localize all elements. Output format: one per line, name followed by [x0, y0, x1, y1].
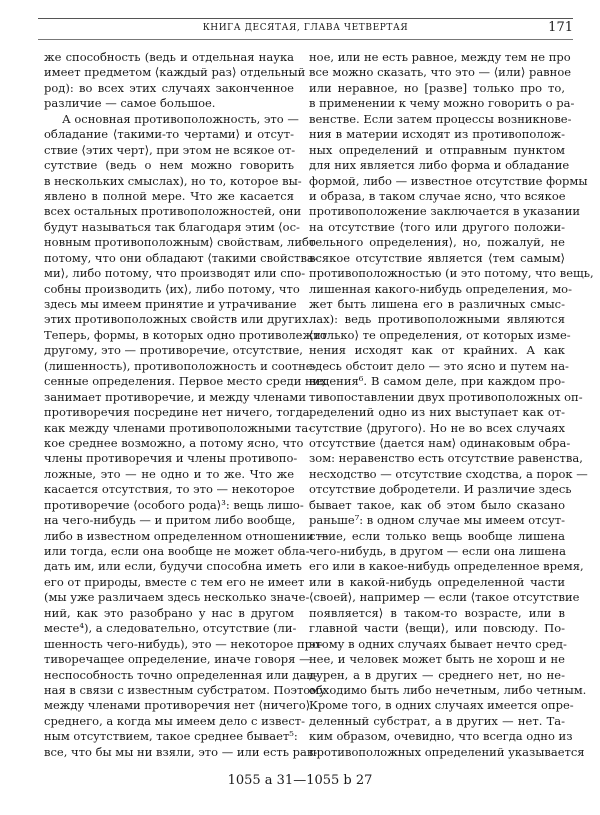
text-line: деленный субстрат, а в других — нет. Та- [309, 713, 565, 728]
text-line: имеет предметом ⟨каждый раз⟩ отдельный [44, 65, 306, 80]
header-rule-bottom [38, 39, 573, 40]
text-line: на чего-нибудь — и притом либо вообще, [44, 513, 296, 528]
text-line: Теперь, формы, в которых одно противолежит [44, 327, 328, 342]
text-line: будут называться так благодаря этим ⟨ос- [44, 219, 300, 234]
text-line: нения исходят как от крайних. А как [309, 343, 565, 358]
text-line: формой, либо — известное отсутствие формы [309, 173, 588, 188]
text-line: отсутствие добродетели. И различие здесь [309, 482, 572, 497]
text-line: либо в известном определенном отношении — [44, 528, 329, 543]
right-column [309, 50, 594, 760]
text-line: ким образом, очевидно, что всегда одно из [309, 729, 573, 744]
text-line: Кроме того, в одних случаях имеется опре- [309, 698, 574, 713]
text-line: обходимо быть либо нечетным, либо четным. [309, 682, 587, 697]
text-line: в нескольких смыслах), но то, которое вы- [44, 173, 302, 188]
text-line: ным отсутствием, такое среднее бывает⁵: [44, 729, 298, 744]
text-line: между членами противоречия нет ⟨ничего⟩ [44, 698, 311, 713]
text-line: чего-нибудь, в другом — если она лишена [309, 544, 566, 558]
text-line: ложные, это — не одно и то же. Что же [44, 466, 294, 481]
page-number: 171 [548, 20, 573, 35]
text-line: ми⟩, либо потому, что производят или спо- [44, 266, 306, 281]
text-line: нее, и человек может быть не хорош и не [309, 652, 565, 667]
text-line: или в какой-нибудь определенной части [309, 574, 565, 589]
text-line: или тогда, если она вообще не может обла- [44, 544, 310, 558]
text-line: потому, что они обладают ⟨такими свойства- [44, 250, 318, 265]
text-line: отсутствие ⟨дается нам⟩ одинаковым обра- [309, 435, 571, 450]
page-header [38, 20, 573, 38]
text-line: жет быть лишена его в различных смыс- [309, 297, 565, 311]
text-line: этому в одних случаях бывает нечто сред- [309, 636, 567, 651]
bekker-reference: 1055 a 31—1055 b 27 [227, 773, 373, 788]
text-line: занимает противоречие, и между членами [44, 389, 307, 404]
text-line: бывает такое, как об этом было сказано [309, 497, 565, 512]
text-line: противоречие ⟨особого рода⟩³: вещь лишо- [44, 497, 304, 512]
text-line: противоположностью (и это потому, что вещь, [309, 266, 594, 281]
text-line: касается отсутствия, то это — некоторое [44, 482, 295, 497]
text-line: лишенная какого-нибудь определения, мо- [309, 281, 572, 296]
text-line: же способность (ведь и отдельная наука [44, 50, 294, 64]
text-line: члены противоречия и члены противопо- [44, 451, 298, 466]
left-column [44, 50, 329, 760]
text-line: сенные определения. Первое место среди них [44, 374, 327, 389]
text-line: сутствие ⟨другого⟩. Но не во всех случаях [309, 420, 565, 435]
text-line: как между членами противоположными та- [44, 420, 313, 435]
text-line: собны производить ⟨их⟩, либо потому, что [44, 281, 300, 296]
text-line: ное, или не есть равное, между тем не про [309, 50, 571, 64]
text-line: всех остальных противоположностей, они [44, 204, 302, 219]
text-line: ния в материи исходят из противополож- [309, 127, 565, 142]
text-line: тиворечащее определение, иначе говоря — [44, 652, 311, 667]
text-line: другому, это — противоречие, отсутствие, [44, 343, 303, 358]
text-line: новным противоположным⟩ свойствам, либо [44, 235, 316, 250]
text-line: ных определений и отправным пунктом [309, 142, 565, 157]
text-line: главной части ⟨вещи⟩, или повсюду. По- [309, 621, 565, 636]
text-line: А основная противоположность, это — [62, 111, 299, 126]
text-line: тельного определения⟩, но, пожалуй, не [309, 235, 565, 250]
text-line: ствие, если только вещь вообще лишена [309, 528, 565, 543]
text-line: этих противоположных свойств или других. [44, 312, 313, 327]
text-line: лах): ведь противоположными являются [309, 312, 565, 327]
text-line: всякое отсутствие является ⟨тем самым⟩ [309, 250, 565, 265]
text-line: различие — самое большое. [44, 96, 216, 111]
text-line: неспособность точно определенная или дан- [44, 667, 318, 682]
text-line: здесь мы имеем принятие и утрачивание [44, 297, 297, 311]
text-line: дать им, или если, будучи способна иметь [44, 559, 302, 574]
text-line: все, что бы мы ни взяли, это — или есть рав- [44, 744, 318, 759]
text-line: ствие ⟨этих черт⟩, при этом не всякое от- [44, 142, 296, 157]
text-line: месте⁴), а следовательно, отсутствие (ли- [44, 621, 297, 636]
text-line: ведения⁶. В самом деле, при каждом про- [309, 374, 565, 389]
text-line: или неравное, но [разве] только про то, [309, 80, 565, 95]
text-line: его или в какое-нибудь определенное время, [309, 559, 584, 574]
text-line: зом: неравенство есть отсутствие равенства, [309, 451, 583, 466]
text-line: все можно сказать, что это — ⟨или⟩ равное [309, 65, 572, 80]
text-line: раньше⁷: в одном случае мы имеем отсут- [309, 513, 565, 528]
text-line: род): во всех этих случаях законченное [44, 80, 294, 95]
text-line: для них является либо форма и обладание [309, 158, 570, 173]
text-line: дурен, а в других — среднего нет, но не- [309, 667, 565, 682]
text-line: противоположение заключается в указании [309, 204, 581, 219]
text-line: кое среднее возможно, а потому ясно, что [44, 435, 304, 450]
running-head: КНИГА ДЕСЯТАЯ, ГЛАВА ЧЕТВЕРТАЯ [202, 23, 409, 33]
text-line: обладание ⟨такими-то чертами⟩ и отсут- [44, 127, 294, 142]
text-line: ная в связи с известным субстратом. Поэтому [44, 682, 326, 697]
text-line: тивопоставлении двух противоположных оп- [309, 389, 583, 404]
text-line: появляется⟩ в таком-то возрасте, или в [309, 605, 565, 620]
text-line: венстве. Если затем процессы возникнове- [309, 111, 572, 126]
text-line: ⟨только⟩ те определения, от которых изме- [309, 327, 571, 342]
header-rule-top [38, 18, 573, 19]
text-line: (мы уже различаем здесь несколько значе- [44, 590, 310, 605]
text-line: сутствие (ведь о нем можно говорить [44, 158, 294, 173]
text-line: ⟨своей⟩, например — если ⟨такое отсутствие [309, 590, 580, 605]
text-line: противоположных определений указывается [309, 744, 585, 759]
text-line: противоречия посредине нет ничего, тогда [44, 405, 310, 420]
text-line: шенность чего-нибудь), это — некоторое про- [44, 636, 323, 651]
text-line: и образа, в таком случае ясно, что всякое [309, 188, 566, 203]
text-line: его от природы, вместе с тем его не имеет [44, 574, 305, 589]
text-line: в применении к чему можно говорить о ра- [309, 96, 575, 111]
text-line: (лишенность), противоположность и соотне- [44, 358, 317, 373]
text-line: здесь обстоит дело — это ясно и путем на- [309, 358, 569, 373]
text-line: явлено в полной мере. Что же касается [44, 188, 294, 203]
text-line: несходство — отсутствие сходства, а порок — [309, 466, 588, 481]
text-line: ний, как это разобрано у нас в другом [44, 605, 294, 620]
text-line: среднего, а когда мы имеем дело с извест- [44, 713, 306, 728]
text-line: ределений одно из них выступает как от- [309, 405, 565, 420]
text-line: на отсутствие ⟨того или другого положи- [309, 219, 565, 234]
